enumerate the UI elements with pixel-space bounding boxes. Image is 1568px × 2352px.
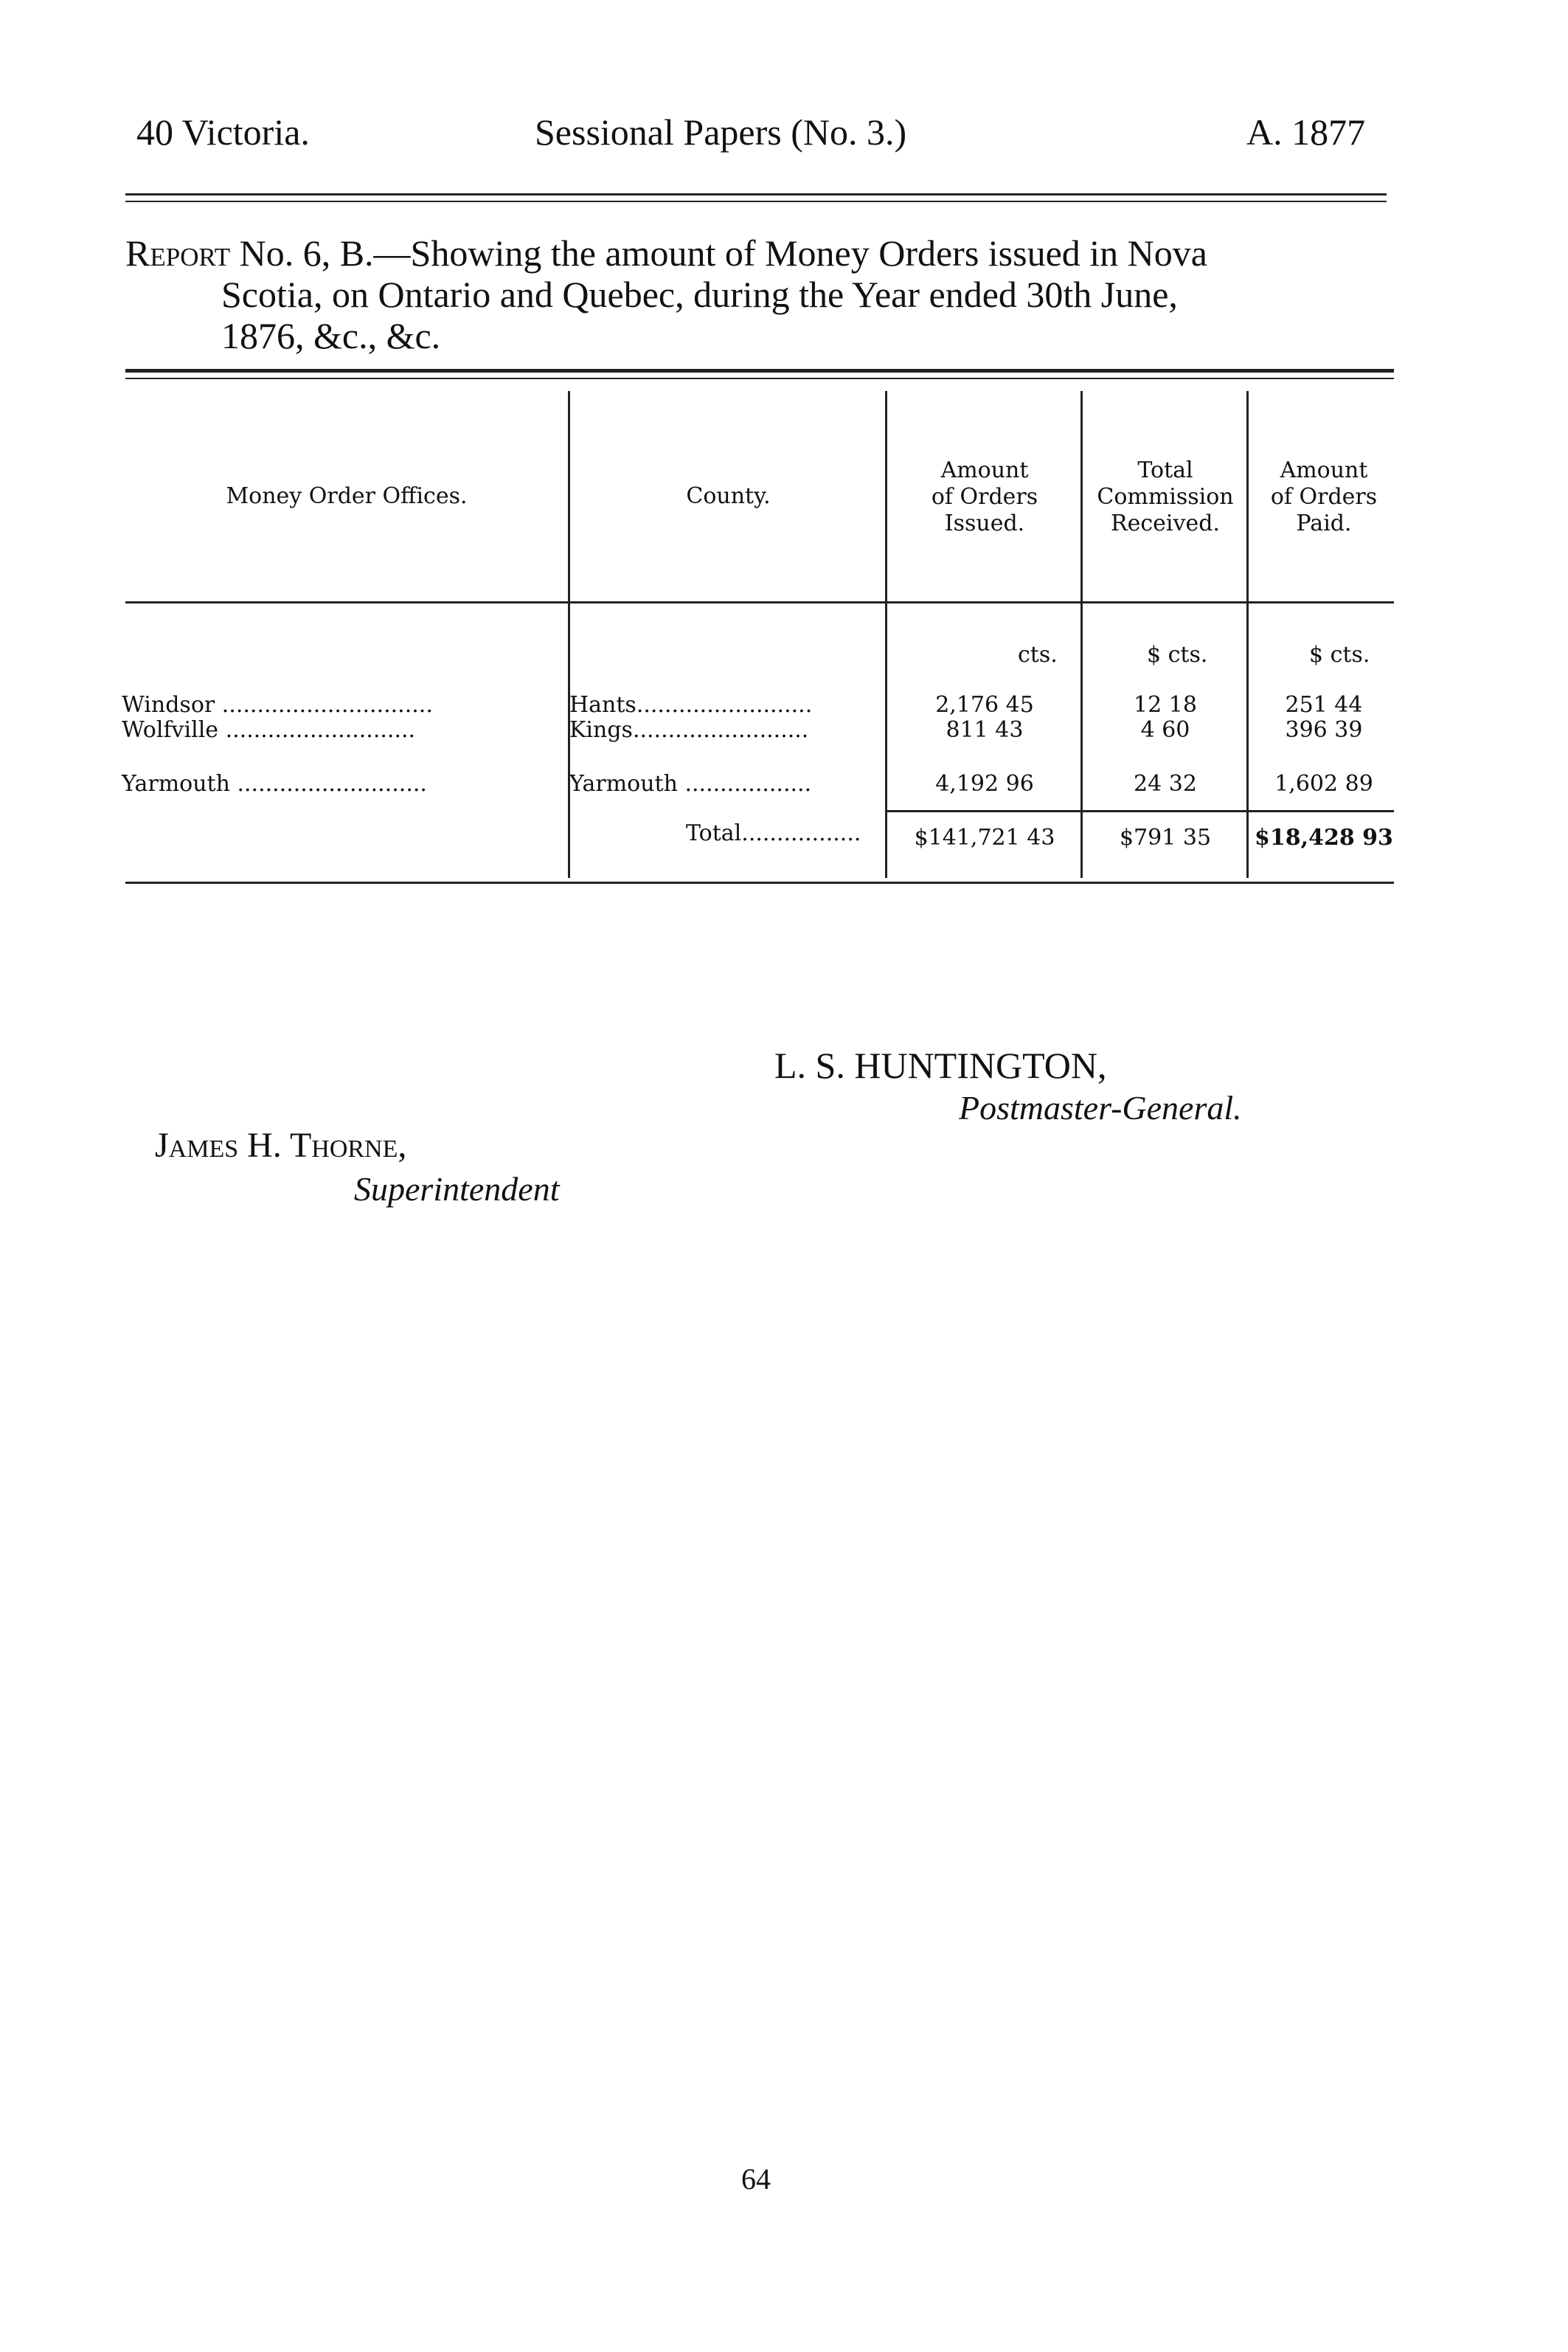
col-divider bbox=[1080, 391, 1083, 878]
cell-paid: 251 44 bbox=[1285, 692, 1363, 718]
header-sessional-papers: Sessional Papers (No. 3.) bbox=[535, 111, 907, 153]
superintendent-title: Superintendent bbox=[354, 1170, 560, 1208]
postmaster-general-title: Postmaster-General. bbox=[959, 1089, 1242, 1127]
title-rule-2 bbox=[125, 378, 1394, 379]
col-header-paid bbox=[1250, 457, 1398, 537]
header-bottom-rule bbox=[125, 601, 1394, 603]
cell-county: Hants......................... bbox=[569, 692, 813, 718]
postmaster-general-name: L. S. HUNTINGTON, bbox=[774, 1045, 1107, 1086]
office-name: Yarmouth bbox=[122, 771, 230, 797]
header-rule-2 bbox=[125, 201, 1387, 202]
col-header-county: County. bbox=[686, 483, 771, 509]
report-title-line2: Scotia, on Ontario and Quebec, during the Year ended 30th June, bbox=[221, 274, 1178, 315]
col-header-commission-line1: Total bbox=[1137, 457, 1193, 483]
table-bottom-rule bbox=[125, 882, 1394, 884]
header-rule bbox=[125, 193, 1387, 196]
col-header-office: Money Order Offices. bbox=[226, 483, 468, 509]
total-commission: $791 35 bbox=[1119, 825, 1212, 851]
county-name: Yarmouth bbox=[569, 771, 678, 797]
title-rule bbox=[125, 369, 1394, 373]
total-label: Total................. bbox=[686, 820, 861, 846]
county-name: Hants bbox=[569, 692, 636, 718]
col-header-commission-line3: Received. bbox=[1111, 511, 1220, 536]
col-header-issued-line2: of Orders bbox=[931, 484, 1038, 510]
unit-commission: $ cts. bbox=[1147, 642, 1208, 668]
total-label-text: Total bbox=[686, 820, 742, 846]
superintendent-name: James H. Thorne, bbox=[155, 1126, 407, 1165]
cell-issued: 811 43 bbox=[946, 717, 1024, 743]
cell-county: Yarmouth .................. bbox=[569, 771, 812, 797]
cell-issued: 4,192 96 bbox=[935, 771, 1034, 797]
unit-paid: $ cts. bbox=[1309, 642, 1370, 668]
col-header-issued-line1: Amount bbox=[940, 457, 1029, 483]
county-name: Kings bbox=[569, 717, 633, 743]
col-divider bbox=[885, 391, 887, 878]
col-divider bbox=[1246, 391, 1249, 878]
col-header-issued-line3: Issued. bbox=[944, 511, 1025, 536]
cell-county: Kings......................... bbox=[569, 717, 809, 743]
office-name: Wolfville bbox=[122, 717, 219, 743]
col-header-issued bbox=[889, 457, 1080, 537]
col-header-commission bbox=[1084, 457, 1246, 537]
office-name: Windsor bbox=[122, 692, 215, 718]
col-header-paid-line2: of Orders bbox=[1270, 484, 1378, 510]
cell-commission: 12 18 bbox=[1134, 692, 1197, 718]
cell-office: Wolfville ........................... bbox=[122, 717, 416, 743]
col-header-commission-line2: Commission bbox=[1097, 484, 1234, 510]
report-title bbox=[125, 232, 1401, 356]
cell-paid: 1,602 89 bbox=[1274, 771, 1373, 797]
col-header-paid-line1: Amount bbox=[1280, 457, 1368, 483]
cell-office: Windsor .............................. bbox=[122, 692, 433, 718]
col-header-paid-line3: Paid. bbox=[1296, 511, 1352, 536]
header-volume: 40 Victoria. bbox=[136, 111, 310, 153]
total-issued: $141,721 43 bbox=[914, 825, 1055, 851]
header-year: A. 1877 bbox=[1246, 111, 1366, 153]
cell-paid: 396 39 bbox=[1285, 717, 1363, 743]
cell-commission: 24 32 bbox=[1134, 771, 1197, 797]
cell-commission: 4 60 bbox=[1140, 717, 1190, 743]
col-divider bbox=[568, 391, 570, 878]
cell-issued: 2,176 45 bbox=[935, 692, 1034, 718]
page-number: 64 bbox=[741, 2162, 771, 2196]
total-top-rule bbox=[885, 810, 1394, 812]
cell-office: Yarmouth ........................... bbox=[122, 771, 427, 797]
report-title-line3: 1876, &c., &c. bbox=[221, 315, 441, 356]
unit-issued: cts. bbox=[1018, 642, 1058, 668]
total-paid: $18,428 93 bbox=[1255, 825, 1393, 851]
report-label: Report bbox=[125, 232, 231, 274]
report-title-line1: No. 6, B.—Showing the amount of Money Orders issued in Nova bbox=[239, 232, 1207, 274]
